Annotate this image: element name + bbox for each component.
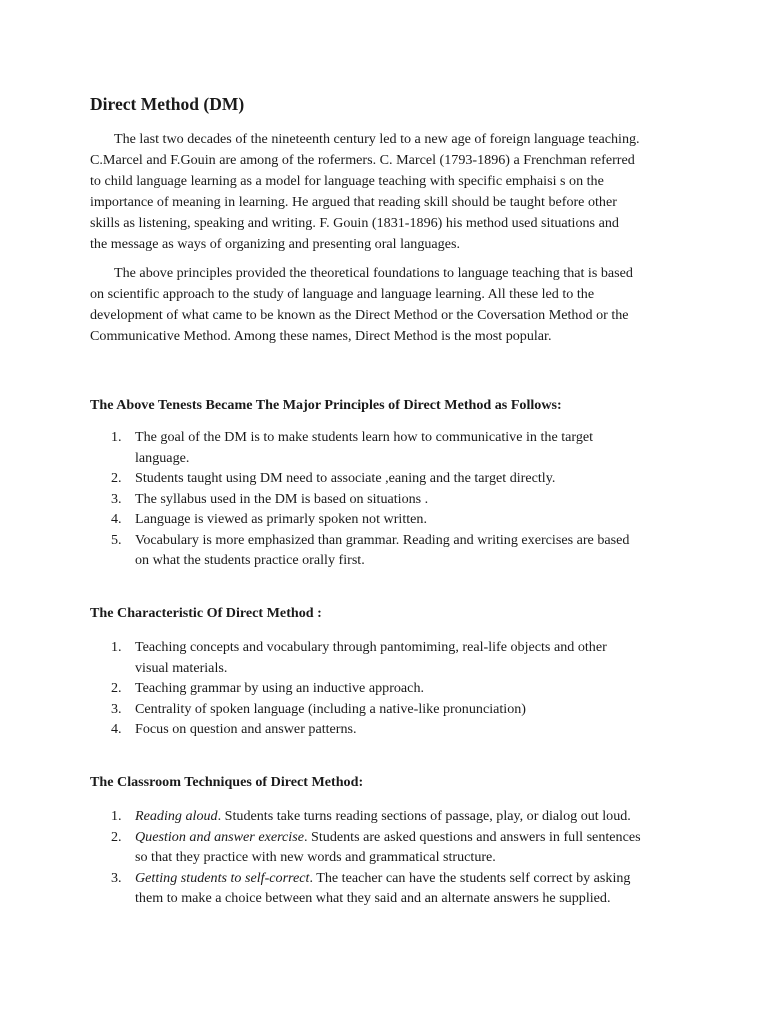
text-line [135,868,690,889]
techniques-list [90,806,690,909]
principles-list [90,427,690,571]
text-line: Students taught using DM need to associate ,eaning and the target directly. [135,470,556,486]
list-item [90,806,690,827]
list-number: 4. [111,511,122,527]
list-item [90,530,690,571]
text-line [135,806,690,827]
list-number: 2. [111,680,122,696]
technique-description: . Students are asked questions and answers in full sentences [303,828,641,845]
text-line: Language is viewed as primarly spoken not written. [135,511,427,527]
text-line: skills as listening, speaking and writing. F. Gouin (1831-1896) his method used situations and [90,215,619,231]
principles-heading: The Above Tenests Became The Major Principles of Direct Method as Follows: [90,397,562,413]
text-line: on scientific approach to the study of language and language learning. All these led to the [90,286,595,302]
list-item [90,637,690,678]
text-line: language. [135,449,190,466]
characteristics-heading: The Characteristic Of Direct Method : [90,605,322,621]
technique-term: Reading aloud [135,808,218,824]
technique-description: . The teacher can have the students self correct by asking [309,869,631,886]
intro-paragraph-1 [90,129,690,255]
list-number: 5. [111,531,122,548]
list-number: 2. [111,828,122,845]
text-line: The above principles provided the theoretical foundations to language teaching that is based [114,265,633,281]
text-line [135,827,690,848]
list-number: 2. [111,470,122,486]
list-item [90,489,690,510]
text-line: visual materials. [135,659,228,676]
technique-term: Question and answer exercise [135,828,304,845]
text-line: The syllabus used in the DM is based on situations . [135,490,429,507]
text-line: so that they practice with new words and grammatical structure. [135,849,496,865]
list-number: 3. [111,490,122,507]
list-item [90,868,690,909]
list-number: 4. [111,721,122,737]
text-line: Teaching concepts and vocabulary through pantomiming, real-life objects and other [135,639,607,655]
list-number: 3. [111,869,122,886]
list-item [90,509,690,530]
list-number: 1. [111,808,122,824]
list-item [90,827,690,868]
text-line: C.Marcel and F.Gouin are among of the rofermers. C. Marcel (1793-1896) a Frenchman referred [90,152,635,168]
text-line: importance of meaning in learning. He argued that reading skill should be taught before other [90,194,617,210]
text-line: Communicative Method. Among these names, Direct Method is the most popular. [90,328,552,344]
list-number: 3. [111,700,122,717]
text-line: Vocabulary is more emphasized than grammar. Reading and writing exercises are based [135,531,630,548]
text-line: Focus on question and answer patterns. [135,721,357,737]
text-line: Centrality of spoken language (including a native-like pronunciation) [135,700,526,717]
text-line: on what the students practice orally first. [135,552,365,568]
list-item [90,468,690,489]
text-line: The goal of the DM is to make students learn how to communicative in the target [135,429,594,445]
list-item [90,719,690,740]
text-line: the message as ways of organizing and presenting oral languages. [90,236,460,252]
technique-term: Getting students to self-correct [135,869,310,886]
list-number: 1. [111,429,122,445]
document-title: Direct Method (DM) [90,94,245,114]
characteristics-list [90,637,690,740]
list-item [90,678,690,699]
text-line: development of what came to be known as the Direct Method or the Coversation Method or the [90,307,629,323]
list-item [90,427,690,468]
text-line: them to make a choice between what they said and an alternate answers he supplied. [135,890,611,906]
list-number: 1. [111,639,122,655]
text-line: to child language learning as a model for language teaching with specific emphaisi s on the [90,173,604,189]
text-line: Teaching grammar by using an inductive approach. [135,680,425,696]
technique-description: . Students take turns reading sections of passage, play, or dialog out loud. [217,808,631,824]
techniques-heading: The Classroom Techniques of Direct Method: [90,774,364,790]
text-line: The last two decades of the nineteenth century led to a new age of foreign language teaching. [114,131,640,147]
intro-paragraph-2 [90,263,690,347]
list-item [90,699,690,720]
